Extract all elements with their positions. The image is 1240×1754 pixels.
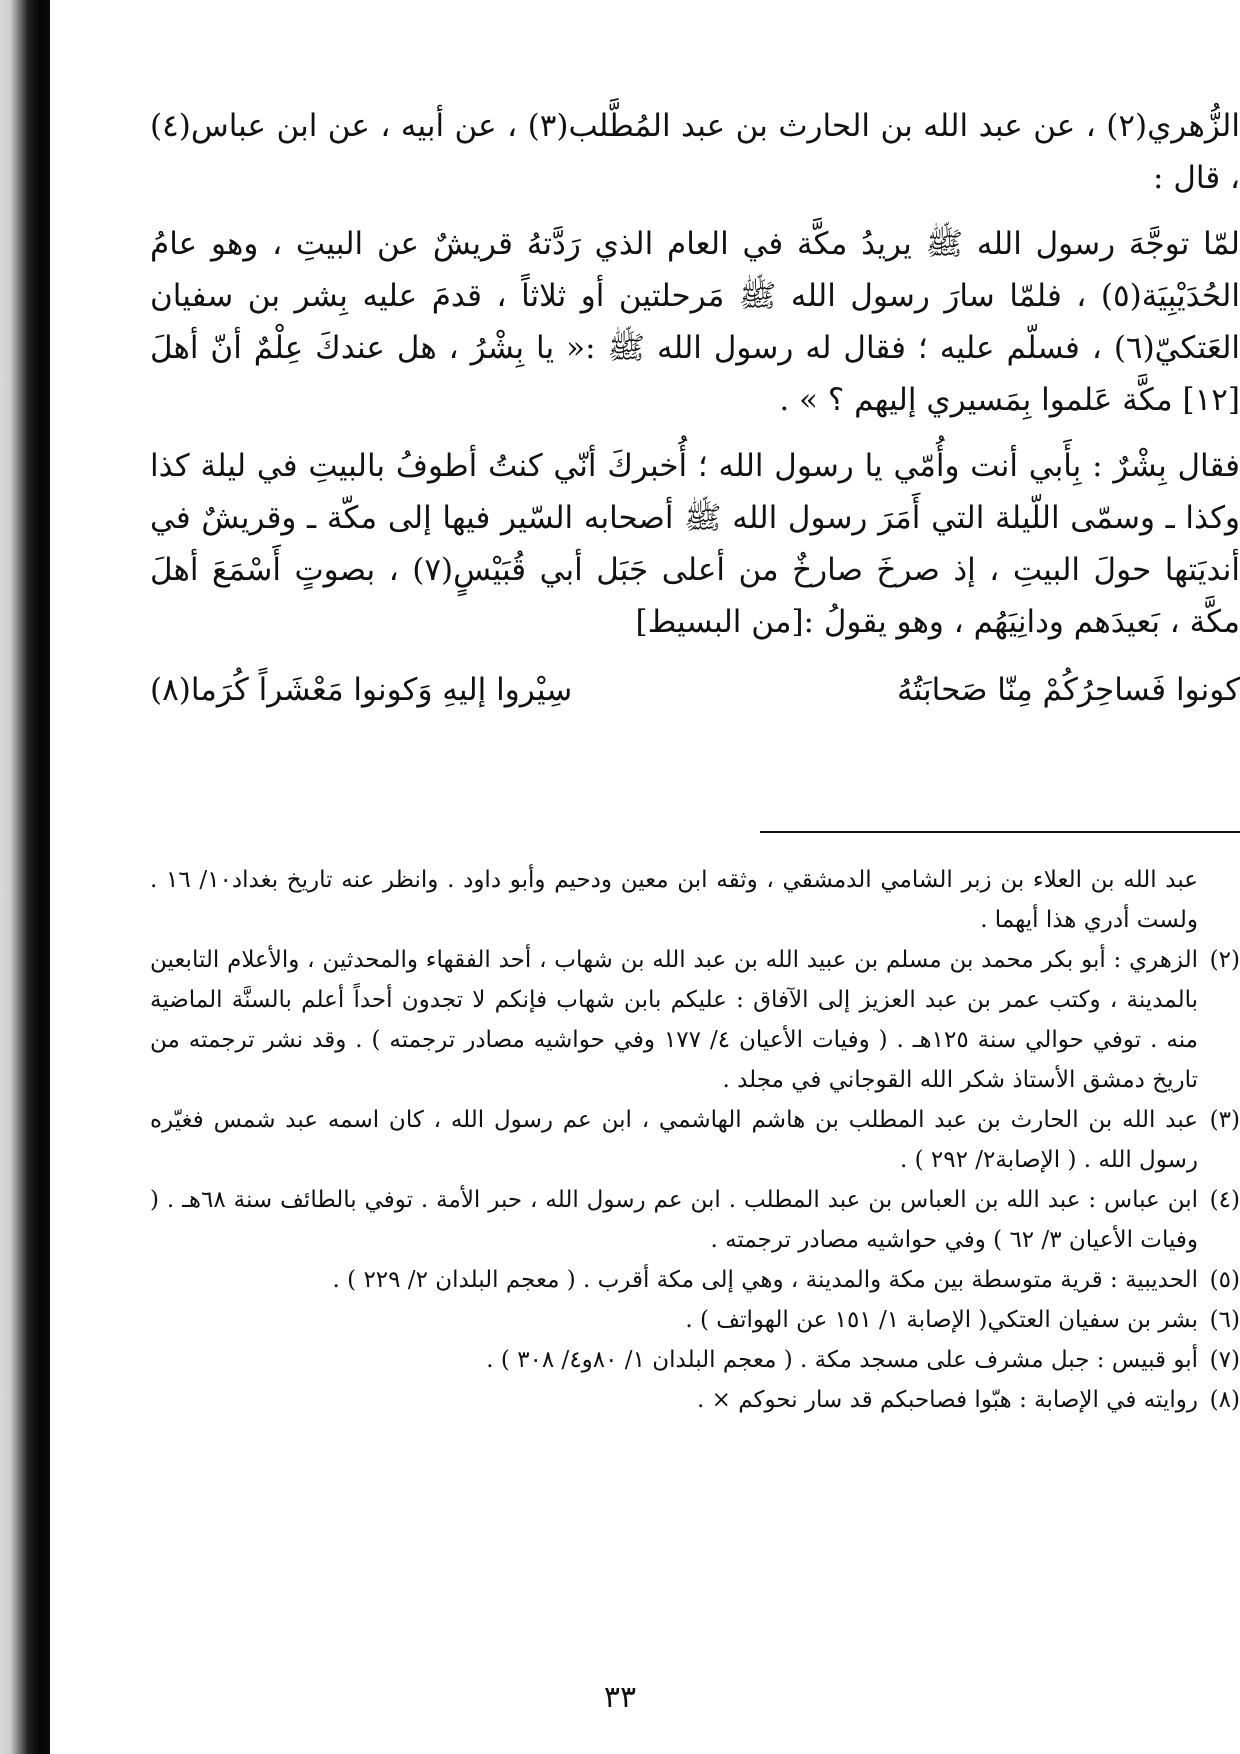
page-number: ٣٣: [603, 1680, 637, 1715]
footnote-item: [150, 1260, 1240, 1300]
footnote-number: (٦): [1209, 1307, 1240, 1333]
footnote-number: [1198, 860, 1240, 940]
poetry-verse: [150, 664, 1240, 716]
footnote-text: ابن عباس : عبد الله بن العباس بن عبد المطلب . ابن عم رسول الله ، حبر الأمة . توفي بالطائف سنة ٦٨هـ . ( وفيات الأعيان ٣/ ٦٢ ) وفي حواشيه مصادر ترجمته .: [150, 1187, 1199, 1253]
footnote-text: عبد الله بن الحارث بن عبد المطلب بن هاشم الهاشمي ، ابن عم رسول الله ، كان اسمه عبد شمس فغيّره رسول الله . ( الإصابة٢/ ٢٩٢ ) .: [150, 1107, 1198, 1173]
footnote-number: (٨): [1209, 1387, 1240, 1413]
footnote-number: (٧): [1209, 1347, 1240, 1373]
main-text: [150, 100, 1240, 716]
footnote-text: عبد الله بن العلاء بن زبر الشامي الدمشقي ، وثقه ابن معين ودحيم وأبو داود . وانظر عنه تاريخ بغداد١٠/ ١٦ . ولست أدري هذا أيهما .: [150, 867, 1199, 933]
footnote-number: (٤): [1209, 1187, 1240, 1213]
footnote-item: [150, 1180, 1240, 1260]
footnote-item: [150, 940, 1240, 1100]
footnote-number: (٣): [1209, 1107, 1240, 1133]
footnote-item: [150, 1300, 1240, 1340]
paragraph-isnad: الزُّهري(٢) ، عن عبد الله بن الحارث بن عبد المُطَّلب(٣) ، عن أبيه ، عن ابن عباس(٤) ، قال :: [150, 108, 1240, 196]
footnote-text: الحديبية : قرية متوسطة بين مكة والمدينة ، وهي إلى مكة أقرب . ( معجم البلدان ٢/ ٢٢٩ ) .: [332, 1267, 1198, 1293]
footnote-item: [150, 1100, 1240, 1180]
footnote-item: [150, 860, 1240, 940]
scan-binding-edge: [0, 0, 50, 1754]
paragraph-narrative: لمّا توجَّهَ رسول الله ﷺ يريدُ مكَّة في العام الذي رَدَّتهُ قريشٌ عن البيتِ ، وهو عامُ الحُدَيْبِيَة(٥) ، فلمّا سارَ رسول الله ﷺ مَرحلتين أو ثلاثاً ، قدمَ عليه بِشر بن سفيان العَتكيّ(٦) ، فسلّم عليه ؛ فقال له رسول الله ﷺ :« يا بِشْرُ ، هل عندكَ عِلْمٌ أنّ أهلَ [١٢] مكَّة عَلموا بِمَسيري إليهم ؟ » .: [150, 226, 1240, 418]
footnote-text: الزهري : أبو بكر محمد بن مسلم بن عبيد الله بن عبد الله بن شهاب ، أحد الفقهاء والمحدثين ، والأعلام التابعين بالمدينة ، وكتب عمر بن عبد العزيز إلى الآفاق : عليكم بابن شهاب فإنكم لا تجدون أحداً أعلم بالسنَّة الماضية منه . توفي حوالي سنة ١٢٥هـ . ( وفيات الأعيان ٤/ ١٧٧ وفي حواشيه مصادر ترجمته ) . وقد نشر ترجمته من تاريخ دمشق الأستاذ شكر الله القوجاني في مجلد .: [150, 947, 1198, 1093]
footnote-item: [150, 1340, 1240, 1380]
footnote-text: أبو قبيس : جبل مشرف على مسجد مكة . ( معجم البلدان ١/ ٨٠و٤/ ٣٠٨ ) .: [486, 1347, 1198, 1373]
paragraph-bishr: فقال بِشْرٌ : بِأَبي أنت وأُمّي يا رسول الله ؛ أُخبركَ أنّي كنتُ أطوفُ بالبيتِ في ليلة كذا وكذا ـ وسمّى اللّيلة التي أَمَرَ رسول الله ﷺ أصحابه السّير فيها إلى مكّة ـ وقريشٌ في أنديَتها حولَ البيتِ ، إذ صرخَ صارخٌ من أعلى جَبَل أبي قُبَيْسٍ(٧) ، بصوتٍ أَسْمَعَ أهلَ مكَّة ، بَعيدَهم ودانِيَهُم ، وهو يقولُ :[من البسيط]: [150, 448, 1240, 640]
footnote-item: [150, 1380, 1240, 1420]
verse-hemistich-2: سِيْروا إليهِ وَكونوا مَعْشَراً كُرَما(٨): [150, 672, 573, 708]
footnote-separator: [760, 831, 1240, 833]
footnote-number: (٥): [1209, 1267, 1240, 1293]
verse-hemistich-1: كونوا فَساحِرُكُمْ مِنّا صَحابَتُهُ: [897, 672, 1240, 708]
footnote-text: روايته في الإصابة : هبّوا فصاحبكم قد سار نحوكم × .: [697, 1387, 1198, 1413]
footnote-text: بشر بن سفيان العتكي( الإصابة ١/ ١٥١ عن الهواتف ) .: [685, 1307, 1198, 1333]
footnote-number: (٢): [1209, 947, 1240, 973]
footnotes: [150, 860, 1240, 1420]
